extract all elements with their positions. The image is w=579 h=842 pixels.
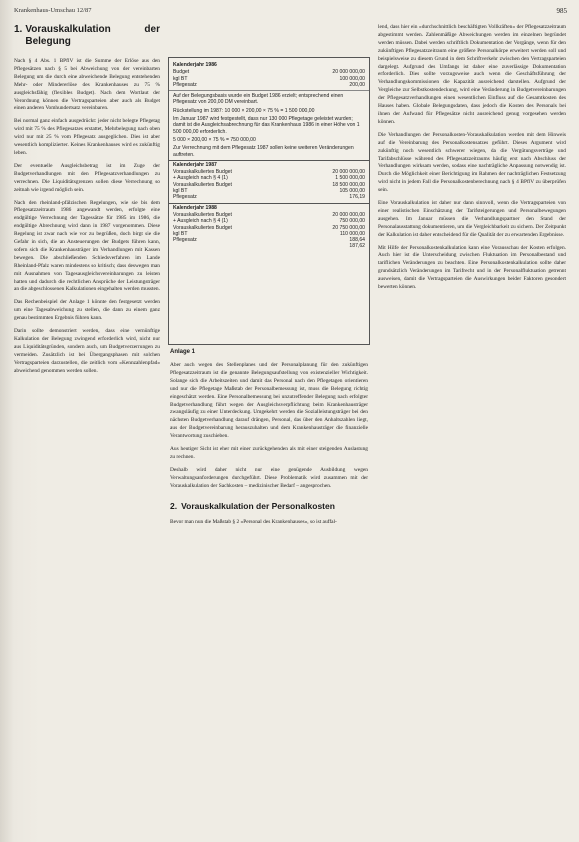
paragraph: Aus heutiger Sicht ist eher mit einer zurückgehenden als mit einer steigenden Auslastung zu rechnen. bbox=[170, 446, 368, 460]
calc-note: 5 000 × 200,00 × 75 % = 750 000,00 bbox=[173, 136, 256, 143]
middle-column bbox=[170, 362, 368, 830]
row-label: kgl BT bbox=[173, 230, 188, 237]
paragraph: Aber auch wegen des Stellenplanes und der Personalplanung für den zukünftigen Pflegesatzzeitraum ist die genannte Belegungsaufstellung von existenzieller Wichtigkeit. Solange sich die Arbeitszeiten und damit das Personal nach den Pflegetagen orientieren und nur die Pflegetage Maßstab der Personalbemessung ist, muss die Belegung richtig eingeschätzt werden. Eine Personalbemessung bei unzutreffender Belegung nach erfolgter Budgetverhandlung führt wegen der Ausgleichsverpflichtung beim Krankenhausträger zwangsläufig zu einer Unterdeckung. Umgekehrt werden die Sozialleistungsträger bei den nächsten Budgetverhandlung darauf drängen, Personal, das über den Anhaltszahlen liegt, aus der Budgetvereinbarung herauszuhalten und dem Krankenhausträger die finanzielle Verantwortung zuschieben. bbox=[170, 362, 368, 440]
calc-note: Zur Verrechnung mit dem Pflegesatz 1987 sollen keine weiteren Veränderungen auftreten. bbox=[173, 145, 354, 158]
calc-note: Rückstellung im 1987: 10 000 × 200,00 × 75 % = 1 500 000,00 bbox=[173, 107, 315, 114]
row-value: 20 000 000,00 bbox=[332, 69, 365, 76]
paragraph: Mit Hilfe der Personalkostenkalkulation kann eine Vorausschau der Kosten erfolgen. Auch hier ist die Unterscheidung zwischen Fluktuation im Personalbestand und tariflichen Veränderungen zu beachten. Eine Personalkostenkalkulation sollte daher grundsätzlich Veränderungen im Tarifrecht und in der Personalfluktuation getrennt ausweisen, damit die Vertragsparteien die Auswirkungen beider Faktoren gesondert bewerten können. bbox=[378, 244, 566, 291]
row-value: 100 000,00 bbox=[339, 75, 365, 82]
row-label: Vorauskalkuliertes Budget bbox=[173, 181, 232, 188]
row-value: 20 000 000,00 bbox=[332, 211, 365, 218]
row-value: 188,64 bbox=[349, 237, 365, 244]
row-label: Vorauskalkuliertes Budget bbox=[173, 224, 232, 231]
calc-row bbox=[173, 243, 365, 249]
row-value: 20 000 000,00 bbox=[332, 169, 365, 176]
page-number: 985 bbox=[556, 7, 567, 15]
year-heading: Kalenderjahr 1987 bbox=[169, 160, 369, 168]
paragraph: Das Rechenbeispiel der Anlage 1 könnte den festgesetzt werden um eine Tagesabweichung zu stellen, die dann zu einem ganz genau bestimmten Ergebnis führen kann. bbox=[14, 299, 160, 322]
right-column bbox=[378, 24, 566, 830]
row-label: Pflegesatz bbox=[173, 237, 197, 244]
row-value: 750 000,00 bbox=[339, 218, 365, 225]
year-heading: Kalenderjahr 1988 bbox=[169, 203, 369, 211]
row-value: 110 000,00 bbox=[339, 230, 365, 237]
section-1-heading bbox=[14, 24, 160, 48]
paragraph: Bei normal ganz einfach ausgedrückt: jeder nicht belegte Pflegetag wird mit 75 % des Pflegesatzes erstattet, Mehrbelegung nach oben wird nur mit 25 % vom Pflegesatz ausgeglichen. Dies ist aber wesentlich komplizierter. Keines Krankenhauses wird es zukünftig leben. bbox=[14, 118, 160, 156]
row-label: Vorauskalkuliertes Budget bbox=[173, 169, 232, 176]
left-column bbox=[14, 24, 160, 830]
divider bbox=[169, 90, 369, 91]
paragraph: Bevor man nun die Maßstab § 2 »Personal des Krankenhauses«, so ist auffal- bbox=[170, 518, 337, 525]
calc-row bbox=[173, 194, 365, 200]
heading-text: Vorauskalkulation der Belegung bbox=[25, 24, 160, 47]
running-title: Krankenhaus-Umschau 12/87 bbox=[14, 7, 92, 14]
calc-note: Im Januar 1987 wird festgestellt, dass nur 130 000 Pflegetage geleistet wurden; damit ist die Ausgleichsabrechnung für das Krankenhaus 1986 in einer Höhe von 1 500 000,00 erforderlich. bbox=[173, 116, 360, 135]
paragraph: Nach den rheinland-pfälzischen Regelungen, wie sie bis dem Pflegesatzzeitraum 1986 angewandt werden, erfolgte eine endgültige Verrechnung der Tagessätze für 1985 im 1986, die endgültige Abrechnung wird dann in 1987 vorgenommen. Diese Regelung ist zwar nach wie vor zu begrüßen, doch birgt sie die Gefahr in sich, die an Ansteuerungen der Budgets führen kann, sofern sich die Krankenhausträger im Verhandlungen mit Kassen bewegen. Die abschließenden Schiedsverfahren im Lande Rheinland-Pfalz waren mindestens so kritisch; dass deswegen man mit Ausnahmen von Tagesausgleichsvereinbarungen zu leisten hatten und dadurch die rechtlichen Ansprüche der Leistungsträger an die abgeschlossenen Kalkulationen eingehalten werden mussten. bbox=[14, 199, 160, 293]
heading-text: Vorauskalkulation der Personalkosten bbox=[181, 500, 335, 511]
section-2-heading bbox=[170, 501, 368, 511]
figure-caption: Anlage 1 bbox=[170, 349, 196, 355]
row-label: kgl BT bbox=[173, 75, 188, 82]
row-value: 176,19 bbox=[349, 194, 365, 201]
row-label: + Ausgleich nach § 4 (1) bbox=[173, 218, 228, 225]
row-label: + Ausgleich nach § 4 (1) bbox=[173, 175, 228, 182]
paragraph: Deshalb wird daher nicht nur eine genügende Ausbildung wegen Verwaltungsanforderungen durchgeführt. Diese Problematik wird zusammen mit der Vorauskalkulation der Sachkosten – medizinischer Bedarf – angesprochen. bbox=[170, 466, 368, 489]
row-label: Pflegesatz bbox=[173, 81, 197, 88]
row-value: 18 500 000,00 bbox=[332, 181, 365, 188]
row-label: Pflegesatz bbox=[173, 194, 197, 201]
row-value: 105 000,00 bbox=[339, 188, 365, 195]
row-label: Vorauskalkuliertes Budget bbox=[173, 211, 232, 218]
row-label: Budget bbox=[173, 69, 190, 76]
year-heading: Kalenderjahr 1986 bbox=[173, 62, 217, 68]
calculation-box bbox=[168, 57, 370, 345]
paragraph: Nach § 4 Abs. 1 BPflV ist die Summe der Erlöse aus den Pflegesätzen nach § 5 bei Abweichung von der vereinbarten Belegung um die durch eine abweichende Belegung entstehenden Mehr- oder Mindererlöse des Krankenhauses zu 75 % ausgleichsfähig (flexibles Budget). Nach dem Wortlaut der Verordnung können die Vertragsparteien aber auch als Budget einen anderen Vomhundertsatz vereinbaren. bbox=[14, 58, 160, 112]
row-value: 1 500 000,00 bbox=[335, 175, 365, 182]
paragraph: Eine Vorauskalkulation ist daher nur dann sinnvoll, wenn die Vertragsparteien von einer realistischen Einschätzung der Tarifsteigerungen und Personalbewegungen ausgehen. Im Januar müssen die Verhandlungspartner den Stand der Personalausstattung dokumentieren, um die Vergleichbarkeit zu sichern. Der Zeitpunkt der Kalkulation ist daher entscheidend für die Qualität der zu erwartenden Ergebnisse. bbox=[378, 200, 566, 238]
paragraph: lend, dass hier ein »durchschnittlich beschäftigten Vollkräften« der Pflegesatzzeitraum abgestimmt werden. Zahlenmäßige Abweichungen werden im einzelnen begründet werden müssen. Dabei werden schriftlich Dokumentation der Vorgänge, wenn für den zukünftigen Pflegesatzzeitraum eine größere Personalkörpe erweitert werden soll und beispielsweise zu diesem Grund in dem Schriftverkehr zwischen den Vertragsparteien dargelegt. Aufgrund des Umfangs ist daher eine zuverlässige Dokumentation erforderlich. Dies sollte vorzugsweise auch wenn die Geschäftsführung der Verhandlungskommissionen die Kapazität ausreichend darstellen. Aufgrund der Vergleiche zur Selbstkostendeckung, wird eine Veränderung in Budgetvereinbarungen der Pflegesatzverhandlungen einen wesentlichen Einfluss auf die Gesamtkosten des Hauses haben. Globale Belegungsdaten, dass jedoch die Kosten des Personals bei ihnen der Aufwand für Pflegesätze nicht ausreichend genug vorgesehen werden können. bbox=[378, 24, 566, 125]
heading-number: 2. bbox=[170, 500, 178, 511]
row-value: 200,00 bbox=[349, 81, 365, 88]
paragraph: Die Verhandlungen der Personalkosten-Vorauskalkulation werden mit dem Hinweis auf die Vereinbarung des Personalkostensatzes geführt. Dieses Argument wird zukünftig noch wesentlich schwerer wiegen, da die Vergütungsverträge und Tarifabschlüsse während des Pflegesatzzeitraums häufig erst nach Abschluss der Verhandlungen wirksam werden, sodass eine nachträgliche Anpassung notwendig ist. Durch die Möglichkeit einer Berichtigung im Rahmen der nachträglichen Festsetzung wird nicht in jedem Fall die Personalkostenberechnung nach § 4 BPflV zu überprüfen sein. bbox=[378, 131, 566, 194]
heading-number: 1. bbox=[14, 24, 23, 35]
row-value: 20 750 000,00 bbox=[332, 224, 365, 231]
calc-row bbox=[173, 82, 365, 88]
row-value: 187,62 bbox=[349, 243, 365, 250]
row-label: kgl BT bbox=[173, 188, 188, 195]
calc-note: Auf der Belegungsbasis wurde ein Budget 1986 erzielt; entsprechend einen Pflegesatz von 200,00 DM vereinbart. bbox=[173, 93, 344, 106]
paragraph: Darin sollte demonstriert werden, dass eine vernünftige Kalkulation der Belegung zwingend erforderlich wird, nicht nur aus Liquiditätsgründen, sondern auch, um Budgetverzerrungen zu vermeiden. Zusätzlich ist bei Übergangsphasen mit solchen Vertragsparteien darzustellen, die zeitlich vom »Kennzahlenpfad« abweichend genommen werden sollen. bbox=[14, 328, 160, 374]
paragraph: Der eventuelle Ausgleichsbetrag ist im Zuge der Budgetverhandlungen mit den Pflegesatzverhandlungen zu verrechnen. Die Liquiditätsgrenzen sollen diese Verrechnung so zeitnah wie irgend möglich sein. bbox=[14, 162, 160, 193]
